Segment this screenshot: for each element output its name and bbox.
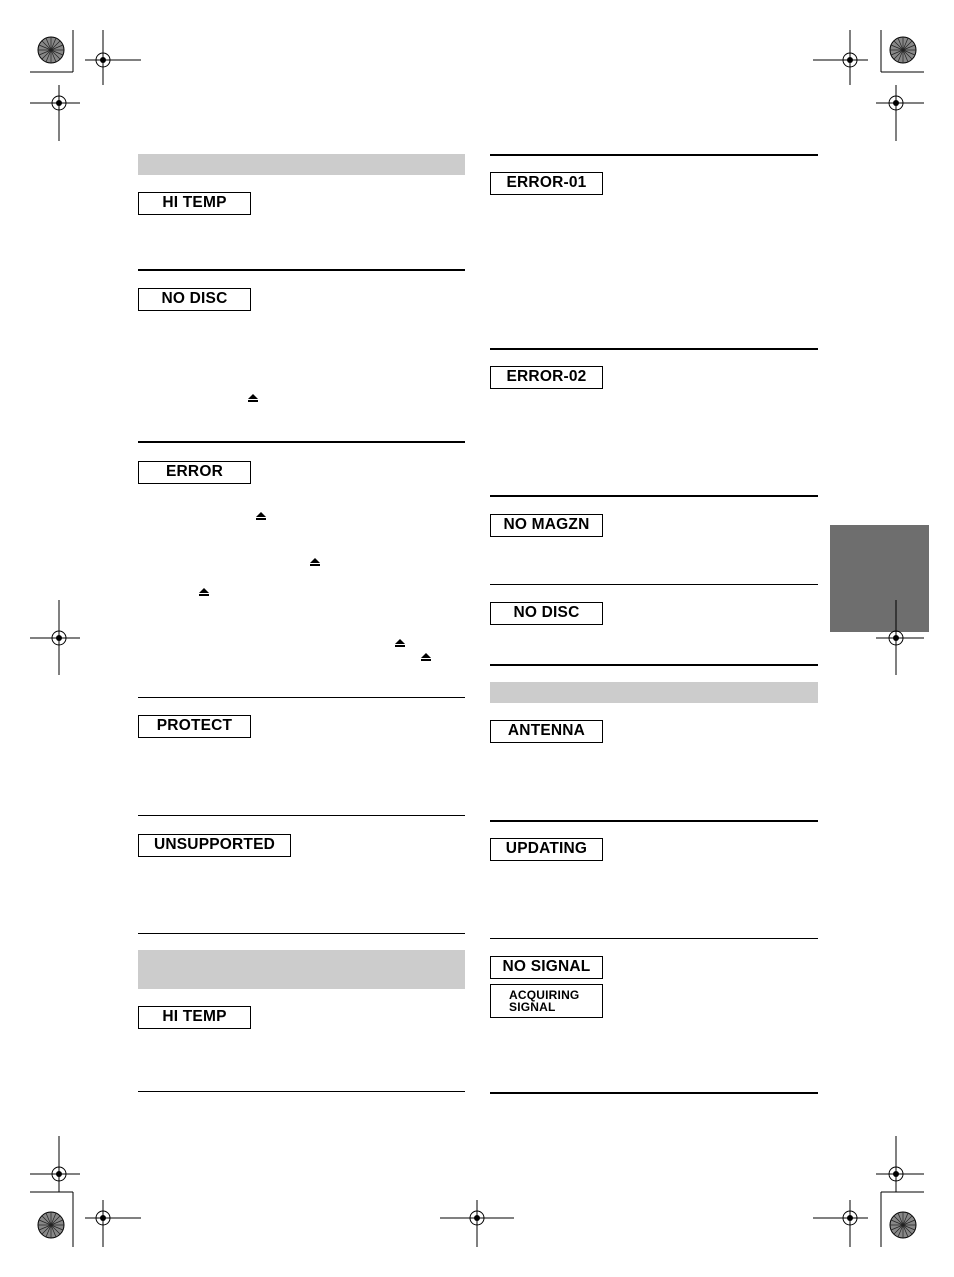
display-label-hi-temp: HI TEMP — [138, 1006, 251, 1029]
display-label-no-disc: NO DISC — [490, 602, 603, 625]
display-label-no-signal: NO SIGNAL — [490, 956, 603, 979]
crop-mark-icon — [30, 30, 924, 1247]
color-wheel-icon — [890, 1212, 916, 1238]
color-wheel-icon — [38, 1212, 64, 1238]
display-label-no-magzn: NO MAGZN — [490, 514, 603, 537]
color-wheel-icon — [890, 37, 916, 63]
display-label-no-disc: NO DISC — [138, 288, 251, 311]
display-label-updating: UPDATING — [490, 838, 603, 861]
display-label-protect: PROTECT — [138, 715, 251, 738]
display-label-acquiring-signal: ACQUIRING SIGNAL — [490, 984, 603, 1018]
display-label-error: ERROR — [138, 461, 251, 484]
display-label-unsupported: UNSUPPORTED — [138, 834, 291, 857]
display-label-hi-temp: HI TEMP — [138, 192, 251, 215]
color-wheel-icon — [38, 37, 64, 63]
display-label-antenna: ANTENNA — [490, 720, 603, 743]
display-label-error-01: ERROR-01 — [490, 172, 603, 195]
display-label-error-02: ERROR-02 — [490, 366, 603, 389]
